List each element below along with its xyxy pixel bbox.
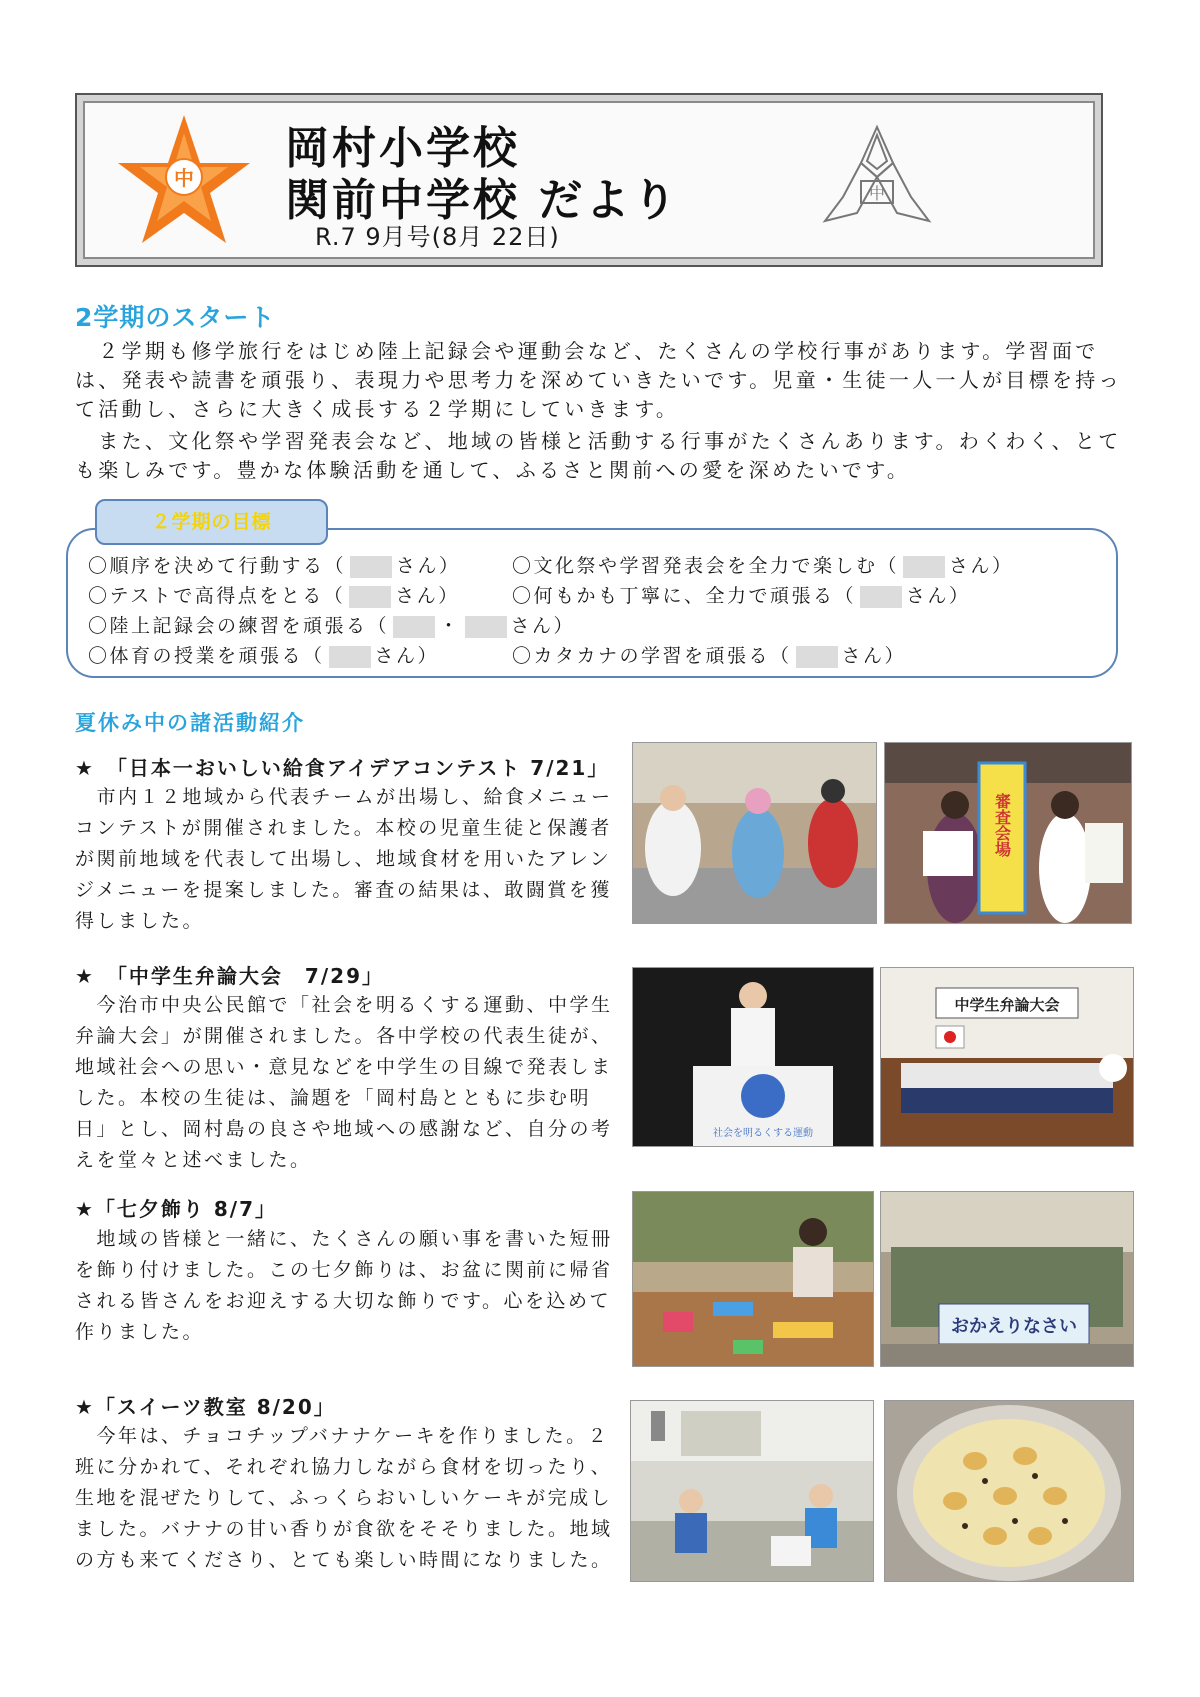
title-line-2: 関前中学校 だより: [285, 175, 680, 226]
goals-tab-label: ２学期の目標: [95, 499, 328, 545]
photo-speech-contest-group: [880, 967, 1134, 1147]
svg-text:中: 中: [868, 184, 886, 203]
redacted-name: [350, 556, 392, 578]
title-line-1: 岡村小学校: [285, 123, 520, 174]
photo-sweets-class: [630, 1400, 874, 1582]
svg-text:中学生弁論大会: 中学生弁論大会: [954, 996, 1060, 1014]
redacted-name: [796, 646, 838, 668]
redacted-name: [903, 556, 945, 578]
junior-high-emblem-icon: [817, 123, 937, 238]
activity-title: ★「七夕飾り 8/7」: [75, 1197, 278, 1221]
activity-text: 地域の皆様と一緒に、たくさんの願い事を書いた短冊を飾り付けました。この七夕飾りは、お盆に関前に帰省される皆さんをお迎えする大切な飾りです。心を込めて作りました。: [75, 1228, 613, 1343]
goal-item: 〇何もかも丁寧に、全力で頑張る（ さん）: [512, 585, 971, 607]
activity-title: ★「スイーツ教室 8/20」: [75, 1395, 336, 1419]
photo-cooking-contest: [632, 742, 877, 924]
redacted-name: [329, 646, 371, 668]
goal-item: 〇テストで高得点をとる（ さん）: [88, 585, 460, 607]
section-heading-term-start: 2学期のスタート: [75, 303, 276, 332]
activity-text: 今年は、チョコチップバナナケーキを作りました。２班に分かれて、それぞれ協力しながら食材を切ったり、生地を混ぜたりして、ふっくらおいしいケーキが完成しました。バナナの甘い香りが食欲をそそりました。地域の方も来てくださり、とても楽しい時間になりました。: [75, 1425, 613, 1571]
svg-text:おかえりなさい: おかえりなさい: [951, 1316, 1077, 1337]
redacted-name: [349, 586, 391, 608]
intro-paragraph-1: ２学期も修学旅行をはじめ陸上記録会や運動会など、たくさんの学校行事があります。学習面では、発表や読書を頑張り、表現力や思考力を深めていきたいです。児童・生徒一人一人が目標を持って活動し、さらに大きく成長する２学期にしていきます。: [75, 339, 1122, 421]
photo-speech-podium: [632, 967, 874, 1147]
intro-paragraph-2: また、文化祭や学習発表会など、地域の皆様と活動する行事がたくさんあります。わくわく、とても楽しみです。豊かな体験活動を通して、ふるさと関前への愛を深めたいです。: [75, 429, 1122, 482]
activity-title: ★ 「中学生弁論大会 7/29」: [75, 964, 384, 988]
newsletter-banner: [75, 93, 1103, 267]
svg-text:審査会場: 審査会場: [992, 793, 1012, 857]
school-emblem-icon: [114, 111, 254, 251]
newsletter-title: [285, 123, 679, 227]
activity-text: 今治市中央公民館で「社会を明るくする運動、中学生弁論大会」が開催されました。各中学校の代表生徒が、地域社会への思い・意見などを中学生の目線で発表しました。本校の生徒は、論題を「岡村島とともに歩む明日」とし、岡村島の良さや地域への感謝など、自分の考えを堂々と述べました。: [75, 994, 613, 1171]
photo-tanabata-group: [880, 1191, 1134, 1367]
goal-item: 〇順序を決めて行動する（ さん）: [88, 555, 461, 577]
redacted-name: [465, 616, 507, 638]
goal-item: 〇体育の授業を頑張る（ さん）: [88, 645, 440, 667]
issue-date: R.7 9月号(8月 22日): [315, 223, 560, 251]
goal-item: 〇陸上記録会の練習を頑張る（ ・ さん）: [88, 615, 576, 637]
svg-text:中: 中: [174, 166, 194, 190]
activity-title: ★ 「日本一おいしい給食アイデアコンテスト 7/21」: [75, 756, 610, 780]
goal-item: 〇文化祭や学習発表会を全力で楽しむ（ さん）: [512, 555, 1014, 577]
photo-award: [884, 742, 1132, 924]
goal-item: 〇カタカナの学習を頑張る（ さん）: [512, 645, 907, 667]
photo-banana-cake: [884, 1400, 1134, 1582]
section-heading-summer-activities: 夏休み中の諸活動紹介: [75, 711, 305, 735]
redacted-name: [860, 586, 902, 608]
activity-text: 市内１２地域から代表チームが出場し、給食メニューコンテストが開催されました。本校の児童生徒と保護者が関前地域を代表して出場し、地域食材を用いたアレンジメニューを提案しました。審査の結果は、敢闘賞を獲得しました。: [75, 786, 613, 932]
redacted-name: [393, 616, 435, 638]
photo-tanabata-crafts: [632, 1191, 874, 1367]
svg-text:社会を明るくする運動: 社会を明るくする運動: [713, 1128, 813, 1139]
